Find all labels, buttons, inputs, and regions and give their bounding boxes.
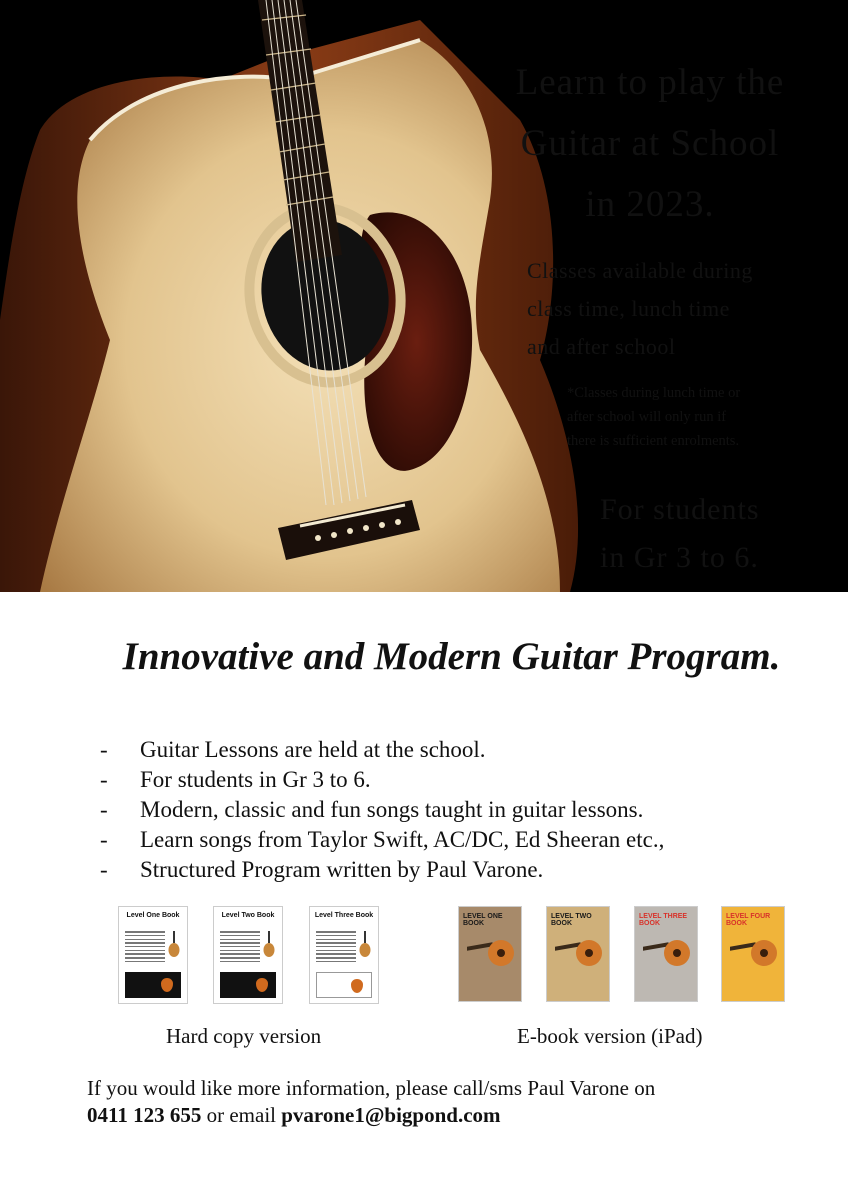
student-grades-line: in Gr 3 to 6. [600, 541, 759, 574]
program-title: Innovative and Modern Guitar Program. [122, 635, 781, 678]
guitar-icon [555, 931, 603, 971]
ebook-cover [634, 906, 698, 1002]
hero-title [460, 52, 840, 235]
guitar-icon [263, 931, 275, 957]
bullet-dash: - [100, 857, 108, 882]
enrolment-note-line: after school will only run if [567, 409, 727, 425]
bullet-dash: - [100, 797, 108, 822]
guitar-icon [643, 931, 691, 971]
class-times-line: class time, lunch time [527, 296, 730, 321]
book-title: Level One Book [126, 912, 180, 919]
bullet-dash: - [100, 737, 108, 762]
chord-chart-strip [220, 972, 276, 998]
bullet-dash: - [100, 767, 108, 792]
contact-info [87, 1075, 655, 1129]
bullet-dash: - [100, 827, 108, 852]
chord-chart-strip [125, 972, 181, 998]
guitar-icon [168, 931, 180, 957]
book-contents-list [125, 929, 165, 964]
guitar-icon [359, 931, 371, 957]
list-item-text: For students in Gr 3 to 6. [140, 767, 371, 792]
email-address: pvarone1@bigpond.com [281, 1103, 501, 1127]
student-grades-text [600, 486, 830, 582]
list-item [100, 795, 664, 825]
ebook-title: LEVEL TWO BOOK [551, 913, 592, 927]
list-item-text: Structured Program written by Paul Varone. [140, 857, 544, 882]
hero-title-line: in 2023. [585, 184, 715, 225]
list-item [100, 735, 664, 765]
list-item [100, 825, 664, 855]
ebook-title: LEVEL ONE BOOK [463, 913, 503, 927]
ebook-caption: E-book version (iPad) [517, 1024, 703, 1048]
list-item [100, 855, 664, 885]
class-times-text [527, 252, 847, 366]
chord-chart-strip [316, 972, 372, 998]
class-times-line: and after school [527, 334, 676, 359]
contact-connector: or email [201, 1103, 282, 1127]
ebook-cover [721, 906, 785, 1002]
hero-title-line: Learn to play the [515, 62, 785, 103]
ebook-cover [546, 906, 610, 1002]
hard-copy-book-cover [213, 906, 283, 1004]
ebook-title: LEVEL THREE BOOK [639, 913, 688, 927]
enrolment-note [567, 381, 847, 453]
hero-title-line: Guitar at School [520, 123, 780, 164]
feature-list [100, 735, 664, 885]
guitar-icon [730, 931, 778, 971]
student-grades-line: For students [600, 493, 760, 526]
ebook-title: LEVEL FOUR BOOK [726, 913, 771, 927]
phone-number: 0411 123 655 [87, 1103, 202, 1127]
book-title: Level Three Book [314, 912, 374, 919]
list-item [100, 765, 664, 795]
enrolment-note-line: *Classes during lunch time or [567, 385, 741, 401]
guitar-icon [467, 931, 515, 971]
list-item-text: Learn songs from Taylor Swift, AC/DC, Ed Sheeran etc., [140, 827, 665, 852]
hard-copy-caption: Hard copy version [166, 1024, 322, 1048]
hard-copy-book-cover [309, 906, 379, 1004]
ebook-cover [458, 906, 522, 1002]
contact-details [87, 1102, 655, 1129]
list-item-text: Modern, classic and fun songs taught in guitar lessons. [140, 797, 644, 822]
contact-intro: If you would like more information, please call/sms Paul Varone on [87, 1076, 656, 1100]
class-times-line: Classes available during [527, 258, 753, 283]
book-contents-list [220, 929, 260, 964]
hero-banner [0, 0, 848, 592]
list-item-text: Guitar Lessons are held at the school. [140, 737, 486, 762]
book-contents-list [316, 929, 356, 964]
hard-copy-book-cover [118, 906, 188, 1004]
enrolment-note-line: there is sufficient enrolments. [567, 433, 740, 449]
book-title: Level Two Book [221, 912, 275, 919]
